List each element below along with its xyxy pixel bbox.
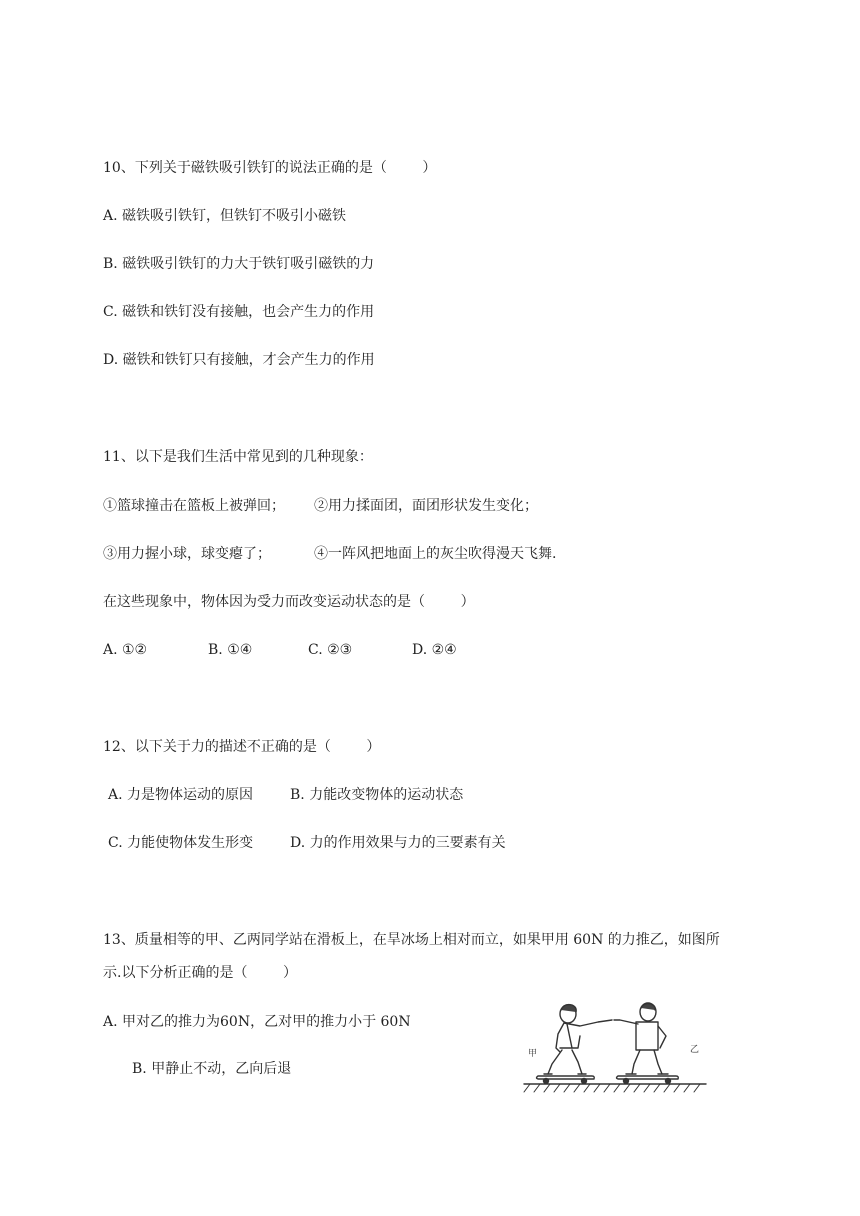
q13-option-b: B. 甲静止不动，乙向后退 <box>132 1061 292 1077</box>
q12-option-a: A. 力是物体运动的原因 <box>108 787 254 803</box>
q13-option-a: A. 甲对乙的推力为60N，乙对甲的推力小于 60N <box>103 1014 411 1030</box>
q11-option-b: B. ①④ <box>208 642 253 658</box>
q12-stem: 12、以下关于力的描述不正确的是（ ） <box>103 739 381 755</box>
q11-item-3: ③用力握小球，球变瘪了； <box>103 546 271 562</box>
q10-stem: 10、下列关于磁铁吸引铁钉的说法正确的是（ ） <box>103 160 437 176</box>
q13-stem-line-2: 示.以下分析正确的是（ ） <box>103 965 298 981</box>
q10-option-c: C. 磁铁和铁钉没有接触，也会产生力的作用 <box>103 304 375 320</box>
skateboard-figure <box>520 1000 710 1096</box>
skateboard-left <box>537 1076 595 1084</box>
q11-option-d: D. ②④ <box>412 642 457 658</box>
q12-option-d: D. 力的作用效果与力的三要素有关 <box>290 835 506 851</box>
q12-option-b: B. 力能改变物体的运动状态 <box>290 787 464 803</box>
q10-option-d: D. 磁铁和铁钉只有接触，才会产生力的作用 <box>103 352 375 368</box>
q11-item-4: ④一阵风把地面上的灰尘吹得漫天飞舞. <box>314 546 557 562</box>
q13-stem-line-1: 13、质量相等的甲、乙两同学站在滑板上，在旱冰场上相对而立，如果甲用 60N 的力推乙，如图所 <box>103 932 720 948</box>
student-right <box>614 1003 668 1074</box>
q11-question: 在这些现象中，物体因为受力而改变运动状态的是（ ） <box>103 594 475 610</box>
ground-hatching <box>524 1084 700 1092</box>
q11-option-a: A. ①② <box>103 642 148 658</box>
q11-item-1: ①篮球撞击在篮板上被弹回； <box>103 498 285 514</box>
q10-option-b: B. 磁铁吸引铁钉的力大于铁钉吸引磁铁的力 <box>103 256 375 272</box>
figure-label-right: 乙 <box>690 1045 700 1055</box>
q11-option-c: C. ②③ <box>308 642 353 658</box>
q10-option-a: A. 磁铁吸引铁钉，但铁钉不吸引小磁铁 <box>103 208 347 224</box>
skateboard-illustration <box>520 1000 710 1096</box>
figure-label-left: 甲 <box>528 1049 538 1059</box>
q11-item-2: ②用力揉面团，面团形状发生变化； <box>314 498 538 514</box>
q12-option-c: C. 力能使物体发生形变 <box>108 835 254 851</box>
q11-stem: 11、以下是我们生活中常见到的几种现象： <box>103 449 373 465</box>
skateboard-right <box>617 1076 679 1084</box>
student-left <box>544 1005 612 1074</box>
